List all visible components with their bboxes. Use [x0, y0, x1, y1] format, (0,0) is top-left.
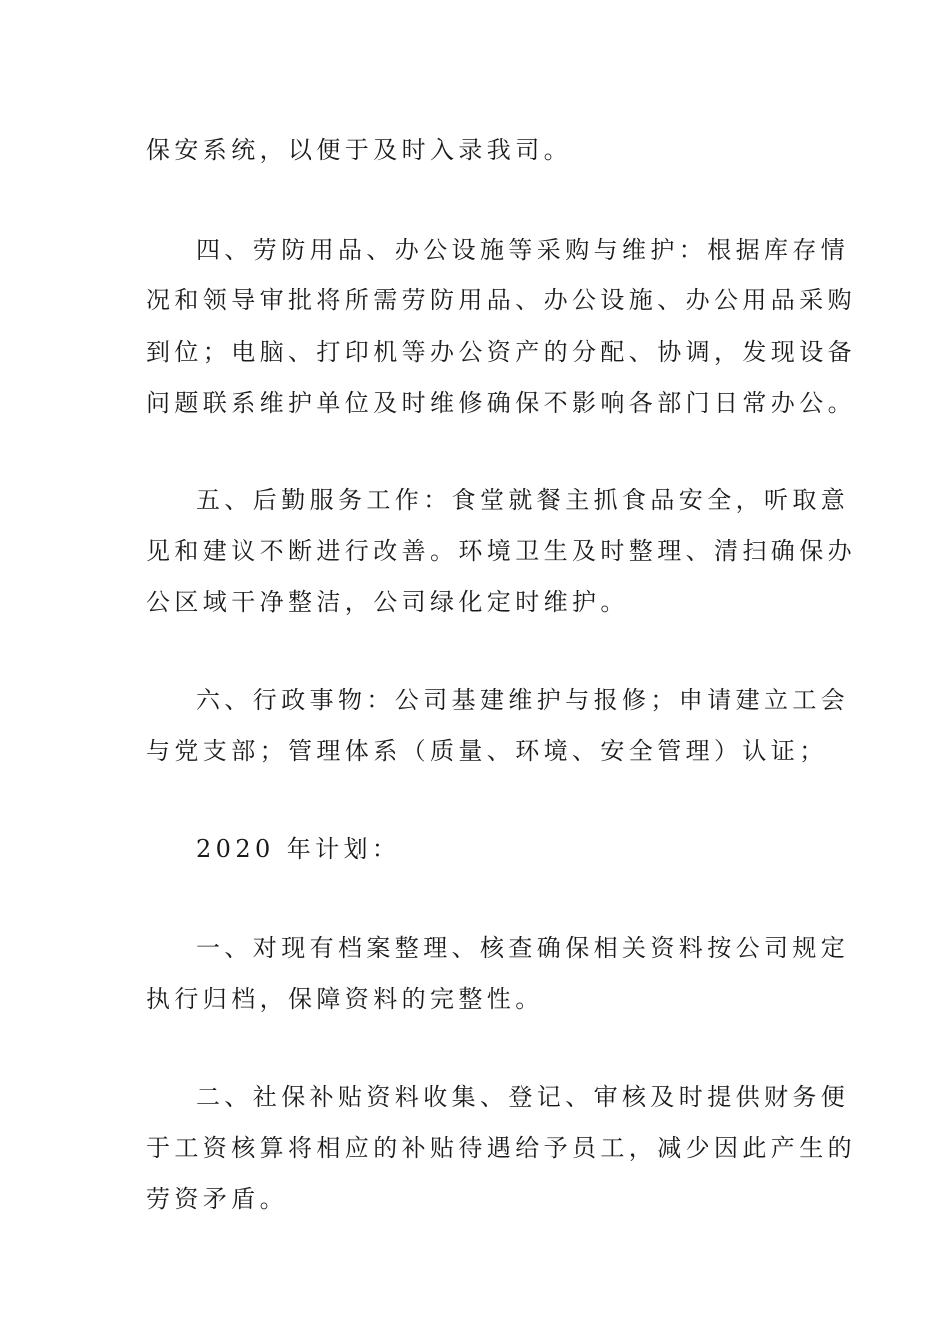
paragraph-line: 公区域干净整洁，公司绿化定时维护。: [146, 588, 629, 616]
paragraph-line: 二、社保补贴资料收集、登记、审核及时提供财务便: [196, 1083, 850, 1111]
paragraph-line: 与党支部；管理体系（质量、环境、安全管理）认证；: [146, 737, 828, 765]
paragraph-line: 一、对现有档案整理、核查确保相关资料按公司规定: [196, 934, 850, 962]
paragraph-line: 六、行政事物：公司基建维护与报修；申请建立工会: [196, 686, 850, 714]
section-heading: 2020 年计划：: [196, 835, 401, 863]
paragraph-line: 见和建议不断进行改善。环境卫生及时整理、清扫确保办: [146, 537, 856, 565]
paragraph-line: 五、后勤服务工作：食堂就餐主抓食品安全，听取意: [196, 486, 850, 514]
paragraph-line: 于工资核算将相应的补贴待遇给予员工，减少因此产生的: [146, 1134, 856, 1162]
paragraph-line: 到位；电脑、打印机等办公资产的分配、协调，发现设备: [146, 338, 856, 366]
paragraph-line: 执行归档，保障资料的完整性。: [146, 985, 544, 1013]
paragraph-line: 保安系统，以便于及时入录我司。: [146, 136, 572, 164]
paragraph-line: 况和领导审批将所需劳防用品、办公设施、办公用品采购: [146, 286, 856, 314]
paragraph-line: 四、劳防用品、办公设施等采购与维护：根据库存情: [196, 236, 850, 264]
paragraph-line: 劳资矛盾。: [146, 1185, 288, 1213]
paragraph-line: 问题联系维护单位及时维修确保不影响各部门日常办公。: [146, 389, 856, 417]
